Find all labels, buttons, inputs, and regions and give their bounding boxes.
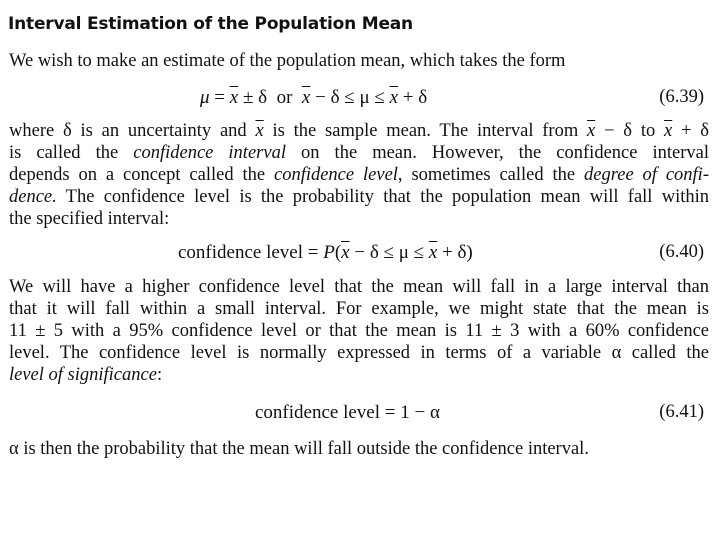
paragraph-line: α is then the probability that the mean will fall outside the confidence interval. (9, 439, 589, 459)
paragraph-line: 11 ± 5 with a 95% confidence level or that the mean is 11 ± 3 with a 60% confidence (9, 321, 709, 341)
paragraph-confidence-interval (9, 120, 709, 230)
paragraph-line: level. The confidence level is normally expressed in terms of a variable α called the (9, 343, 709, 363)
paragraph-line: depends on a concept called the confidence level, sometimes called the degree of confi- (9, 165, 709, 185)
section-title: Interval Estimation of the Population Mean (8, 14, 413, 34)
eq-xbar: $\overline{x}$ (341, 242, 350, 263)
eq-text: ± δ (238, 87, 268, 108)
eq-text: + δ (398, 87, 428, 108)
equation-number: (6.41) (659, 402, 704, 422)
eq-symbol: P (323, 242, 335, 263)
paragraph-line: that it will fall within a small interval. For example, we might state that the mean is (9, 299, 709, 319)
paragraph-line: We will have a higher confidence level that the mean will fall in a large interval than (9, 277, 709, 297)
paragraph-intro (9, 50, 709, 72)
paragraph-line: We wish to make an estimate of the population mean, which takes the form (9, 51, 566, 71)
eq-text: + δ) (437, 242, 473, 263)
eq-symbol: μ (200, 87, 210, 108)
eq-xbar: $\overline{x}$ (229, 87, 239, 108)
paragraph-line: where δ is an uncertainty and $\overline{x}$ is the sample mean. The interval from $\overline{x} - \delta$ to $\overline{x} + \delta$ (9, 121, 710, 141)
paragraph-line: the specified interval: (9, 209, 170, 229)
eq-xbar: $\overline{x}$ (301, 87, 311, 108)
equation-6-41: confidence level = 1 − α (255, 402, 440, 423)
eq-xbar: $\overline{x}$ (389, 87, 399, 108)
equation-6-39 (200, 87, 427, 109)
eq-xbar: $\overline{x}$ (428, 242, 438, 263)
paragraph-line: is called the confidence interval on the mean. However, the confidence interval (9, 143, 710, 163)
paragraph-confidence-level (9, 276, 709, 386)
paragraph-line: dence. The confidence level is the probability that the population mean will fall within (9, 187, 709, 207)
paragraph-alpha (9, 438, 709, 460)
eq-text: confidence level = (178, 242, 324, 263)
equation-6-40 (178, 242, 473, 264)
eq-text: = (209, 87, 230, 108)
eq-text: ( (334, 242, 342, 263)
paragraph-line: level of significance: (9, 365, 163, 385)
eq-text: or (267, 87, 302, 108)
eq-text: − δ ≤ μ ≤ (349, 242, 429, 263)
equation-number: (6.39) (659, 87, 704, 107)
eq-text: − δ ≤ μ ≤ (310, 87, 390, 108)
equation-number: (6.40) (659, 242, 704, 262)
